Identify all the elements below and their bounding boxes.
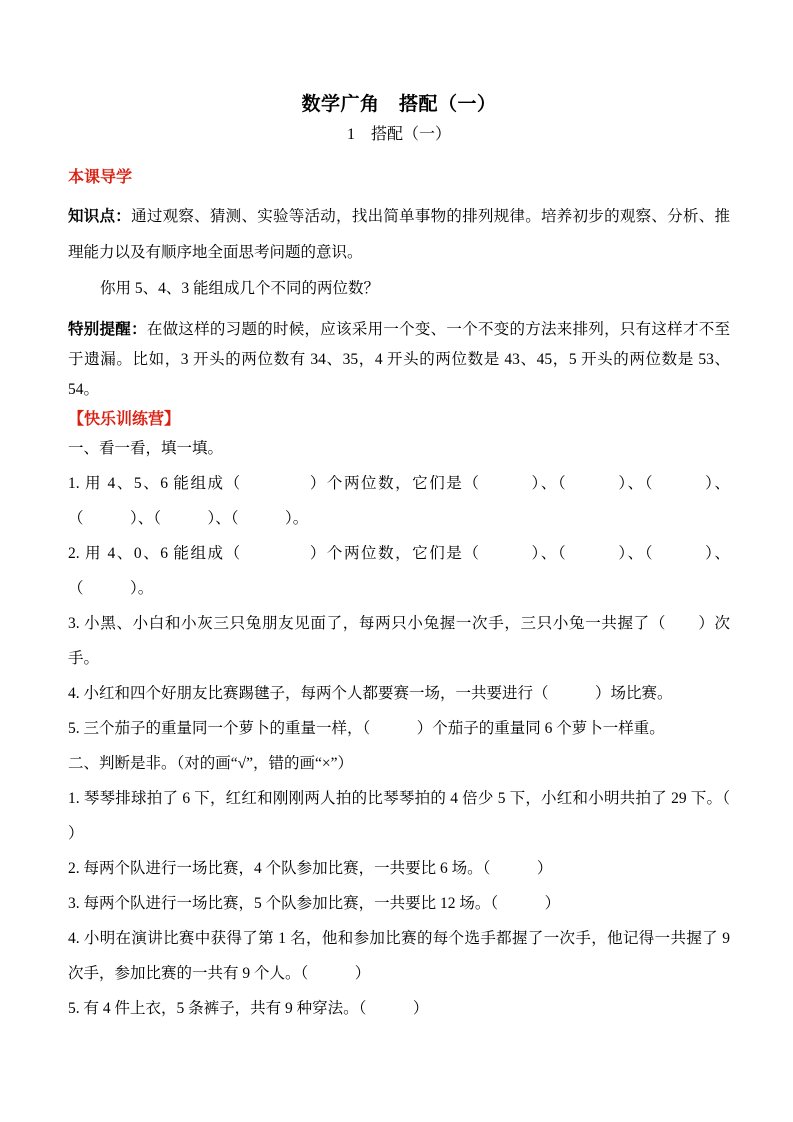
exercise-item: 1. 用 4、5、6 能组成（ ）个两位数，它们是（ ）、（ ）、（ ）、（ ）、（ ）、（ ）。 [68,475,730,527]
spacer [68,189,730,199]
knowledge-point-question: 你用 5、4、3 能组成几个不同的两位数？ [100,280,380,297]
special-tip-paragraph [68,315,730,405]
special-tip-label: 特别提醒： [68,321,147,338]
judgement-item: 2. 每两个队进行一场比赛，4 个队参加比赛，一共要比 6 场。（ ） [68,860,553,877]
page-title: 数学广角 搭配（一） [301,94,497,115]
knowledge-point-paragraph [68,199,730,271]
exercise-item: 4. 小红和四个好朋友比赛踢毽子，每两个人都要赛一场，一共要进行（ ）场比赛。 [68,685,673,702]
section-heading-training: 【快乐训练营】 [68,411,181,428]
knowledge-point-label: 知识点： [68,208,132,225]
knowledge-point-text: 通过观察、猜测、实验等活动，找出简单事物的排列规律。培养初步的观察、分析、推理能力以及有顺序地全面思考问题的意识。 [68,208,730,261]
judgement-item: 4. 小明在演讲比赛中获得了第 1 名，他和参加比赛的每个选手都握了一次手，他记得一共握了 9 次手，参加比赛的一共有 9 个人。（ ） [68,930,730,982]
judgement-item: 3. 每两个队进行一场比赛，5 个队参加比赛，一共要比 12 场。（ ） [68,895,561,912]
special-tip-text: 在做这样的习题的时候，应该采用一个变、一个不变的方法来排列，只有这样才不至于遗漏。比如，3 开头的两位数有 34、35，4 开头的两位数是 43、45，5 开头的两位数是 53、54。 [68,321,730,398]
section-two-title: 二、判断是非。（对的画“√”，错的画“×”） [68,755,354,772]
exercise-item: 3. 小黑、小白和小灰三只兔朋友见面了，每两只小兔握一次手，三只小兔一共握了（ ）次手。 [68,615,730,667]
exercise-item: 5. 三个茄子的重量同一个萝卜的重量一样，（ ）个茄子的重量同 6 个萝卜一样重。 [68,720,665,737]
judgement-item: 5. 有 4 件上衣，5 条裤子，共有 9 种穿法。（ ） [68,1000,429,1017]
exercise-item: 2. 用 4、0、6 能组成（ ）个两位数，它们是（ ）、（ ）、（ ）、（ ）。 [68,545,730,597]
document-content [68,0,730,1026]
page-subtitle: 1 搭配（一） [346,126,451,143]
judgement-item: 1. 琴琴排球拍了 6 下，红红和刚刚两人拍的比琴琴拍的 4 倍少 5 下，小红和小明共拍了 29 下。（ ） [68,790,730,842]
section-heading-guide: 本课导学 [68,169,133,186]
spacer [68,307,730,315]
section-one-title: 一、看一看，填一填。 [68,440,224,457]
